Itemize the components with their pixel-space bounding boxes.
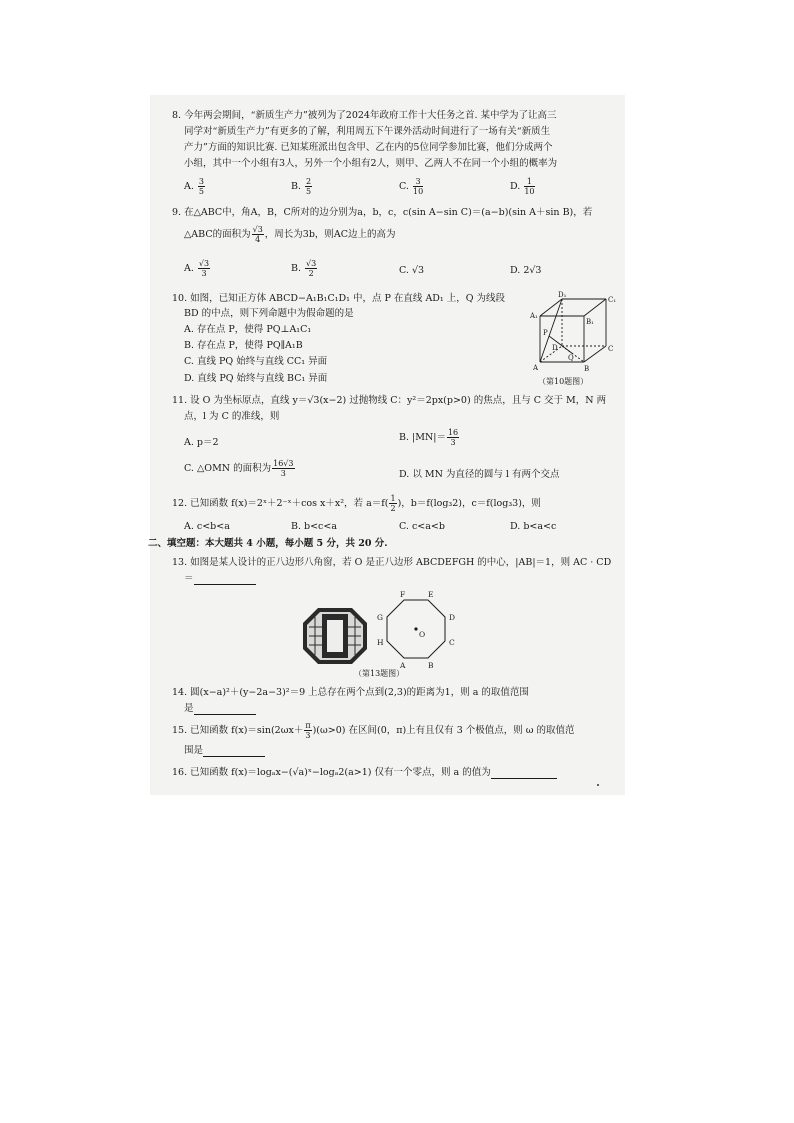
q11-option-a: A. p＝2 bbox=[184, 437, 219, 448]
q11-line-1: 11. 设 O 为坐标原点，直线 y＝√3(x−2) 过抛物线 C：y²＝2px(p>0) 的焦点，且与 C 交于 M，N 两 bbox=[172, 395, 607, 406]
q10-figure-caption: （第10题图） bbox=[538, 377, 589, 386]
label-a: A bbox=[400, 661, 406, 670]
section-header-fill-in: 二、填空题：本大题共 4 小题，每小题 5 分，共 20 分. bbox=[148, 538, 388, 549]
denominator: 10 bbox=[412, 187, 424, 196]
label-b1: B₁ bbox=[586, 318, 594, 326]
q10-option-c: C. 直线 PQ 始终与直线 CC₁ 异面 bbox=[184, 356, 328, 367]
q10-line-2: BD 的中点，则下列命题中为假命题的是 bbox=[184, 308, 354, 319]
scan-speck bbox=[597, 784, 599, 786]
q8-line-4: 小组，其中一个小组有3人，另外一个小组有2人，则甲、乙两人不在同一个小组的概率为 bbox=[184, 158, 558, 169]
q10-line-1: 10. 如图，已知正方体 ABCD−A₁B₁C₁D₁ 中，点 P 在直线 AD₁ 上，Q 为线段 bbox=[172, 293, 506, 304]
numerator: √3 bbox=[198, 259, 210, 268]
label-c: C bbox=[608, 345, 614, 353]
text: 围是 bbox=[184, 745, 204, 756]
q8-option-b bbox=[291, 177, 313, 196]
q8-option-d bbox=[510, 177, 536, 196]
q8-line-3: 产力”方面的知识比赛. 已知某班派出包含甲、乙在内的5位同学参加比赛，他们分成两个 bbox=[184, 142, 553, 153]
label-o: O bbox=[419, 630, 426, 639]
option-label: B. bbox=[291, 263, 302, 274]
label-c1: C₁ bbox=[608, 296, 617, 304]
fraction bbox=[252, 225, 264, 244]
fraction bbox=[304, 721, 311, 740]
text: ，周长为3b，则AC边上的高为 bbox=[264, 229, 396, 240]
denominator: 5 bbox=[198, 187, 205, 196]
q12-option-b: B. b<c<a bbox=[291, 521, 338, 532]
label-a1: A₁ bbox=[530, 312, 538, 320]
fraction bbox=[305, 259, 317, 278]
label-g: G bbox=[377, 613, 383, 622]
answer-blank bbox=[203, 747, 265, 757]
label-c: C bbox=[449, 638, 455, 647]
octagon-abcdefgh-figure bbox=[374, 590, 460, 670]
numerator: 3 bbox=[198, 177, 205, 186]
text: 是 bbox=[184, 703, 194, 714]
q11-option-d: D. 以 MN 为直径的圆与 l 有两个交点 bbox=[399, 469, 560, 480]
denominator: 3 bbox=[450, 438, 456, 447]
label-h: H bbox=[377, 638, 384, 647]
numerator: 1 bbox=[390, 494, 396, 503]
answer-blank bbox=[491, 769, 557, 779]
q12-option-a: A. c<b<a bbox=[184, 521, 230, 532]
label-b: B bbox=[584, 365, 590, 373]
q10-option-d: D. 直线 PQ 始终与直线 BC₁ 异面 bbox=[184, 373, 328, 384]
numerator: √3 bbox=[252, 225, 263, 234]
q8-option-c bbox=[399, 177, 424, 196]
label-d1: D₁ bbox=[558, 291, 567, 299]
cube-figure bbox=[528, 290, 620, 374]
text: B. |MN|＝ bbox=[399, 432, 446, 443]
octagon-window-figure bbox=[300, 605, 370, 667]
numerator: 1 bbox=[524, 177, 534, 187]
q13-figure-caption: （第13题图） bbox=[354, 669, 405, 678]
q9-line-1: 9. 在△ABC中，角A，B，C所对的边分别为a，b，c，c(sin A−sin C)＝(a−b)(sin A＋sin B)，若 bbox=[172, 207, 593, 218]
numerator: 2 bbox=[306, 177, 312, 186]
option-label: D. bbox=[510, 181, 521, 192]
q13-line-2 bbox=[184, 572, 256, 585]
label-e: E bbox=[428, 590, 434, 599]
q11-line-2: 点，l 为 C 的准线，则 bbox=[184, 411, 280, 422]
q11-option-c bbox=[184, 459, 296, 478]
numerator: √3 bbox=[306, 259, 317, 268]
denominator: 3 bbox=[305, 731, 311, 740]
q14-line-1: 14. 圆(x−a)²＋(y−2a−3)²＝9 上总存在两个点到(2,3)的距离为1，则 a 的取值范围 bbox=[172, 687, 529, 698]
text: 15. 已知函数 f(x)＝sin(2ωx＋ bbox=[172, 725, 304, 736]
numerator: 3 bbox=[413, 177, 423, 187]
fraction bbox=[447, 428, 459, 447]
label-f: F bbox=[400, 590, 406, 599]
q9-option-c: C. √3 bbox=[399, 265, 425, 276]
q9-line-2 bbox=[184, 225, 396, 244]
q12-line-1 bbox=[172, 494, 541, 513]
text: △ABC的面积为 bbox=[184, 229, 251, 240]
edge-b1c1 bbox=[584, 299, 606, 316]
denominator: 3 bbox=[201, 269, 207, 278]
label-d: D bbox=[552, 344, 558, 352]
q9-option-b bbox=[291, 259, 318, 278]
q11-option-b bbox=[399, 428, 460, 447]
answer-blank bbox=[194, 705, 256, 715]
fraction bbox=[198, 259, 210, 278]
text: )(ω>0) 在区间(0，π)上有且仅有 3 个极值点，则 ω 的取值范 bbox=[312, 725, 575, 736]
q15-line-1 bbox=[172, 721, 575, 740]
fraction bbox=[305, 177, 312, 196]
q10-option-a: A. 存在点 P，使得 PQ⊥A₁C₁ bbox=[184, 324, 312, 335]
fraction bbox=[524, 177, 534, 196]
numerator: 16√3 bbox=[273, 459, 294, 468]
text: C. △OMN 的面积为 bbox=[184, 463, 272, 474]
option-label: A. bbox=[184, 263, 194, 274]
label-b: B bbox=[428, 661, 434, 670]
label-a: A bbox=[533, 364, 539, 372]
fraction bbox=[198, 177, 205, 196]
edge-ad bbox=[540, 346, 562, 362]
q8-line-2: 同学对“新质生产力”有更多的了解，利用周五下午课外活动时间进行了一场有关“新质生 bbox=[184, 126, 551, 137]
edge-bc bbox=[584, 346, 606, 362]
label-d: D bbox=[449, 613, 456, 622]
q15-line-2 bbox=[184, 744, 265, 757]
answer-blank bbox=[194, 575, 256, 585]
q9-option-a bbox=[184, 259, 211, 278]
option-label: C. bbox=[399, 181, 409, 192]
label-q: Q bbox=[568, 354, 574, 362]
denominator: 2 bbox=[308, 269, 314, 278]
center-point-o bbox=[414, 627, 417, 630]
q16-line-1 bbox=[172, 766, 557, 779]
denominator: 2 bbox=[390, 504, 396, 513]
q8-option-a bbox=[184, 177, 206, 196]
text: ＝ bbox=[184, 573, 194, 584]
q10-option-b: B. 存在点 P，使得 PQ∥A₁B bbox=[184, 340, 303, 351]
text: 12. 已知函数 f(x)＝2ˣ＋2⁻ˣ＋cos x＋x²，若 a＝f( bbox=[172, 498, 389, 509]
denominator: 10 bbox=[524, 187, 535, 196]
option-label: B. bbox=[291, 181, 302, 192]
q13-line-1: 13. 如图是某人设计的正八边形八角窗，若 O 是正八边形 ABCDEFGH 的中心，|AB|＝1，则 AC · CD bbox=[172, 557, 612, 568]
fraction bbox=[389, 494, 396, 513]
text: 16. 已知函数 f(x)＝logₐx−(√a)ˣ−logₐ2(a>1) 仅有一个零点，则 a 的值为 bbox=[172, 767, 491, 778]
numerator: 16 bbox=[447, 428, 459, 437]
denominator: 5 bbox=[306, 187, 312, 196]
denominator: 4 bbox=[255, 235, 261, 244]
denominator: 3 bbox=[280, 469, 286, 478]
q12-option-d: D. b<a<c bbox=[510, 521, 557, 532]
q9-option-d: D. 2√3 bbox=[510, 265, 542, 276]
window-frame bbox=[303, 608, 367, 664]
text: )，b＝f(log₃2)，c＝f(log₃3)，则 bbox=[397, 498, 541, 509]
option-label: A. bbox=[184, 181, 194, 192]
label-p: P bbox=[543, 329, 548, 337]
q8-line-1: 8. 今年两会期间，“新质生产力”被列为了2024年政府工作十大任务之首. 某中学为了让高三 bbox=[172, 110, 557, 121]
fraction bbox=[413, 177, 423, 196]
window-center-light bbox=[327, 620, 343, 652]
fraction bbox=[272, 459, 294, 478]
q14-line-2 bbox=[184, 702, 256, 715]
numerator: π bbox=[305, 721, 311, 730]
q12-option-c: C. c<a<b bbox=[399, 521, 445, 532]
